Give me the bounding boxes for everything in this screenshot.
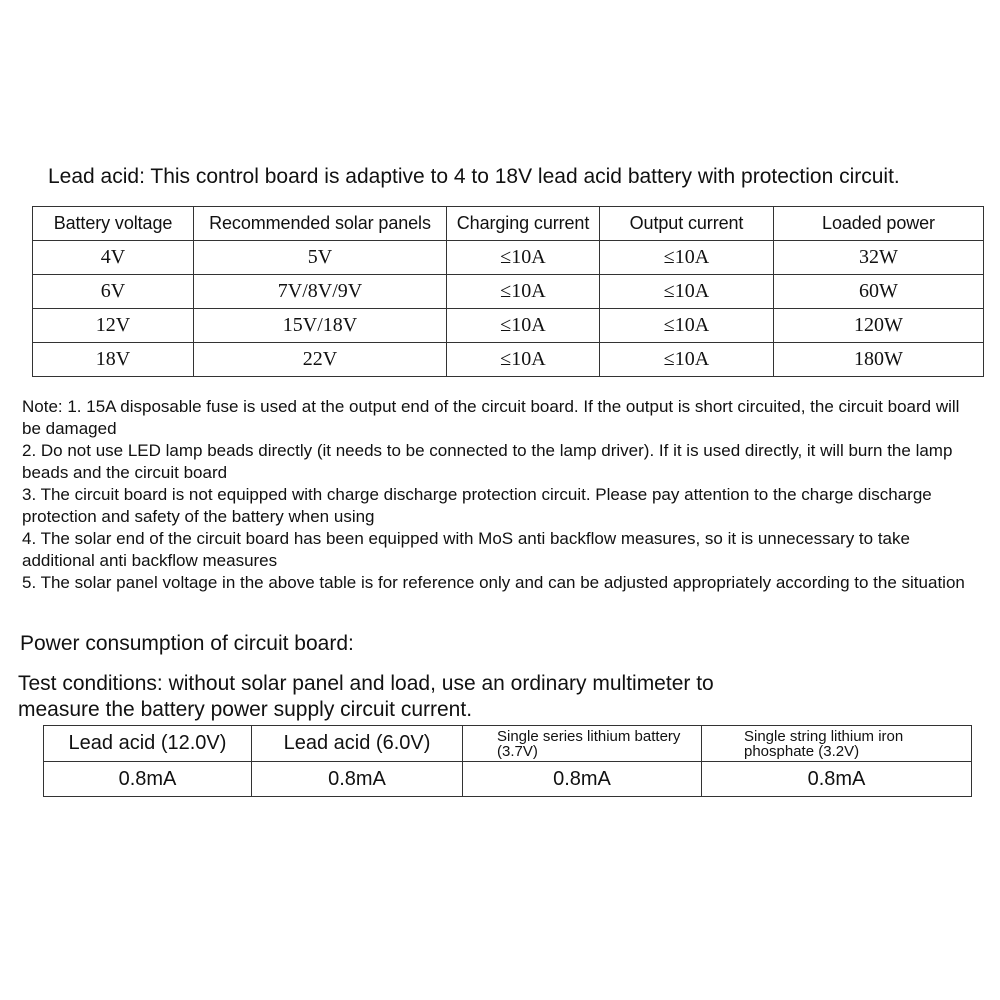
- table-cell: ≤10A: [600, 241, 774, 275]
- note-item: 3. The circuit board is not equipped with charge discharge protection circuit. Please pay attention to the charge discharge protection and safety of the battery when using: [22, 485, 932, 526]
- power-table-header-row: [44, 726, 972, 762]
- table-cell: 12V: [33, 309, 194, 343]
- table-cell: 4V: [33, 241, 194, 275]
- table-cell: 15V/18V: [194, 309, 447, 343]
- header-recommended-solar-panels: Recommended solar panels: [194, 207, 447, 241]
- header-battery-voltage: Battery voltage: [33, 207, 194, 241]
- table-cell: 6V: [33, 275, 194, 309]
- header-loaded-power: Loaded power: [774, 207, 984, 241]
- power-table: [43, 725, 972, 797]
- spec-table: [32, 206, 984, 377]
- table-row: [33, 343, 984, 377]
- table-cell: 0.8mA: [702, 762, 972, 797]
- table-cell: 5V: [194, 241, 447, 275]
- table-cell: ≤10A: [600, 275, 774, 309]
- header-lithium-3-7v: Single series lithium battery (3.7V): [463, 726, 702, 762]
- note-item: 5. The solar panel voltage in the above table is for reference only and can be adjusted appropriately according to the situation: [22, 573, 965, 592]
- table-cell: ≤10A: [600, 343, 774, 377]
- table-cell: 22V: [194, 343, 447, 377]
- note-item: Note: 1. 15A disposable fuse is used at the output end of the circuit board. If the output is short circuited, the circuit board will be damaged: [22, 397, 960, 438]
- table-row: [33, 309, 984, 343]
- note-item: 2. Do not use LED lamp beads directly (it needs to be connected to the lamp driver). If it is used directly, it will burn the lamp beads and the circuit board: [22, 441, 953, 482]
- table-cell: 18V: [33, 343, 194, 377]
- header-lifepo4-3-2v: Single string lithium iron phosphate (3.2V): [702, 726, 972, 762]
- table-cell: 60W: [774, 275, 984, 309]
- spec-table-header-row: [33, 207, 984, 241]
- power-table-values-row: [44, 762, 972, 797]
- header-lead-acid-6v: Lead acid (6.0V): [252, 726, 463, 762]
- table-cell: 32W: [774, 241, 984, 275]
- table-cell: 0.8mA: [463, 762, 702, 797]
- test-conditions: Test conditions: without solar panel and load, use an ordinary multimeter to measure the battery power supply circuit current.: [18, 672, 714, 721]
- table-row: [33, 241, 984, 275]
- table-cell: 0.8mA: [44, 762, 252, 797]
- table-cell: 180W: [774, 343, 984, 377]
- table-cell: 0.8mA: [252, 762, 463, 797]
- table-cell: ≤10A: [447, 343, 600, 377]
- table-cell: ≤10A: [447, 275, 600, 309]
- header-lead-acid-12v: Lead acid (12.0V): [44, 726, 252, 762]
- table-row: [33, 275, 984, 309]
- page-title: Lead acid: This control board is adaptive to 4 to 18V lead acid battery with protection circuit.: [48, 165, 900, 188]
- header-charging-current: Charging current: [447, 207, 600, 241]
- table-cell: ≤10A: [447, 241, 600, 275]
- note-item: 4. The solar end of the circuit board has been equipped with MoS anti backflow measures, so it is unnecessary to take additional anti backflow measures: [22, 529, 910, 570]
- header-output-current: Output current: [600, 207, 774, 241]
- power-consumption-title: Power consumption of circuit board:: [20, 632, 354, 655]
- table-cell: 120W: [774, 309, 984, 343]
- table-cell: ≤10A: [600, 309, 774, 343]
- notes-section: [22, 396, 982, 594]
- table-cell: 7V/8V/9V: [194, 275, 447, 309]
- table-cell: ≤10A: [447, 309, 600, 343]
